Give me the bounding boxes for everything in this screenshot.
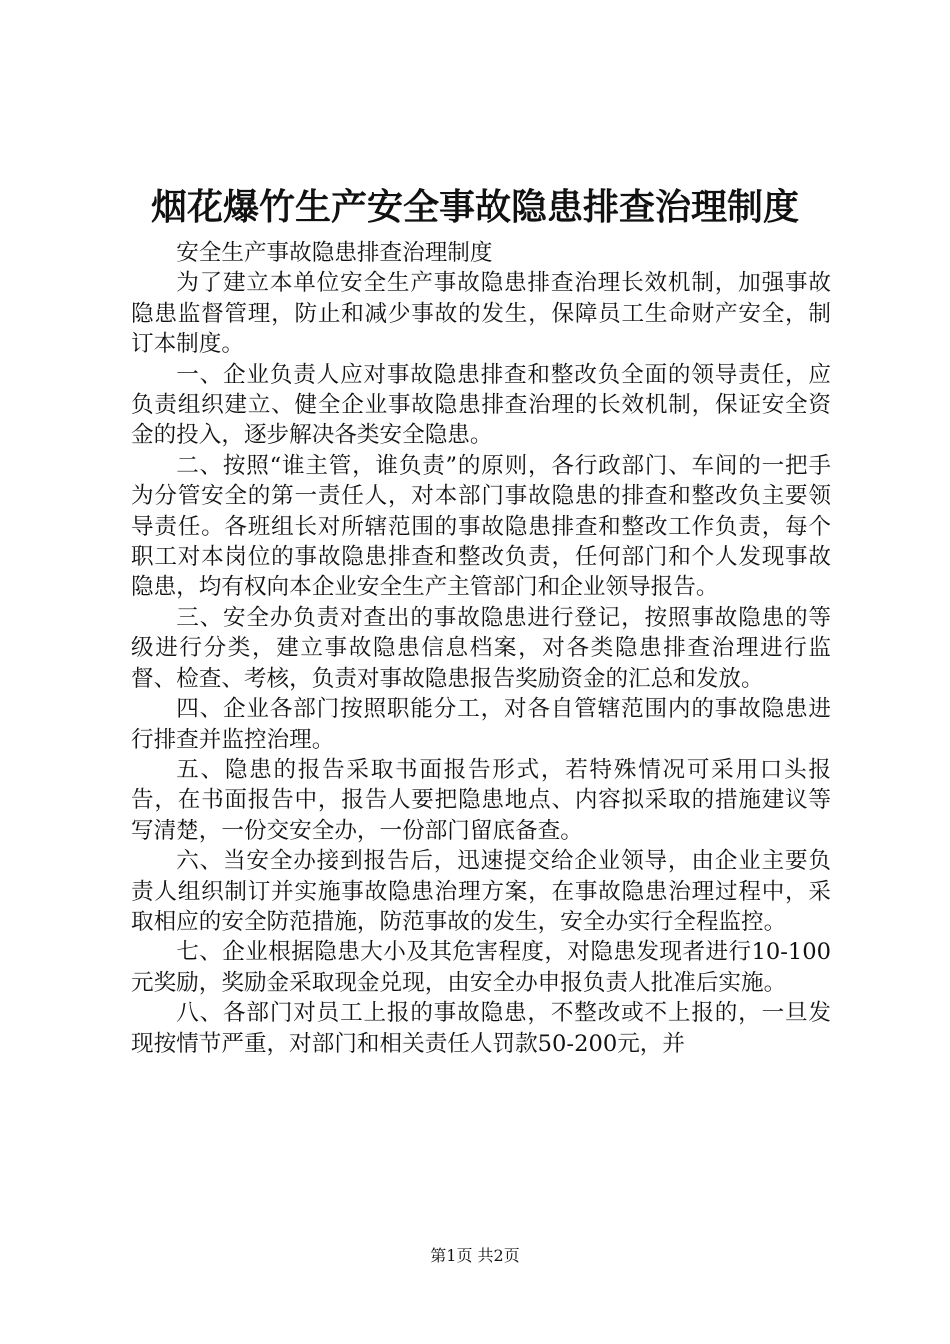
paragraph-8: 八、各部门对员工上报的事故隐患，不整改或不上报的，一旦发现按情节严重，对部门和相关责任人罚款50-200元，并 bbox=[131, 1000, 831, 1057]
paragraph-1: 一、企业负责人应对事故隐患排查和整改负全面的领导责任，应负责组织建立、健全企业事故隐患排查治理的长效机制，保证安全资金的投入，逐步解决各类安全隐患。 bbox=[131, 361, 831, 449]
document-title: 烟花爆竹生产安全事故隐患排查治理制度 bbox=[150, 186, 799, 228]
paragraph-2: 二、按照“谁主管，谁负责”的原则，各行政部门、车间的一把手为分管安全的第一责任人，对本部门事故隐患的排查和整改负主要领导责任。各班组长对所辖范围的事故隐患排查和整改工作负责，每个职工对本岗位的事故隐患排查和整改负责，任何部门和个人发现事故隐患，均有权向本企业安全生产主管部门和企业领导报告。 bbox=[131, 452, 831, 601]
paragraph-4: 四、企业各部门按照职能分工，对各自管辖范围内的事故隐患进行排查并监控治理。 bbox=[131, 696, 831, 753]
paragraph-7: 七、企业根据隐患大小及其危害程度，对隐患发现者进行10-100元奖励，奖励金采取现金兑现，由安全办申报负责人批准后实施。 bbox=[131, 939, 831, 996]
document-body bbox=[131, 238, 831, 1059]
document-subtitle: 安全生产事故隐患排查治理制度 bbox=[176, 240, 493, 266]
page-number-footer: 第1页 共2页 bbox=[430, 1246, 520, 1265]
paragraph-intro: 为了建立本单位安全生产事故隐患排查治理长效机制，加强事故隐患监督管理，防止和减少事故的发生，保障员工生命财产安全，制订本制度。 bbox=[131, 270, 831, 358]
paragraph-5: 五、隐患的报告采取书面报告形式，若特殊情况可采用口头报告，在书面报告中，报告人要把隐患地点、内容拟采取的措施建议等写清楚，一份交安全办，一份部门留底备查。 bbox=[131, 756, 831, 844]
paragraph-3: 三、安全办负责对查出的事故隐患进行登记，按照事故隐患的等级进行分类，建立事故隐患信息档案，对各类隐患排查治理进行监督、检查、考核，负责对事故隐患报告奖励资金的汇总和发放。 bbox=[131, 604, 831, 692]
paragraph-6: 六、当安全办接到报告后，迅速提交给企业领导，由企业主要负责人组织制订并实施事故隐患治理方案，在事故隐患治理过程中，采取相应的安全防范措施，防范事故的发生，安全办实行全程监控。 bbox=[131, 848, 831, 935]
